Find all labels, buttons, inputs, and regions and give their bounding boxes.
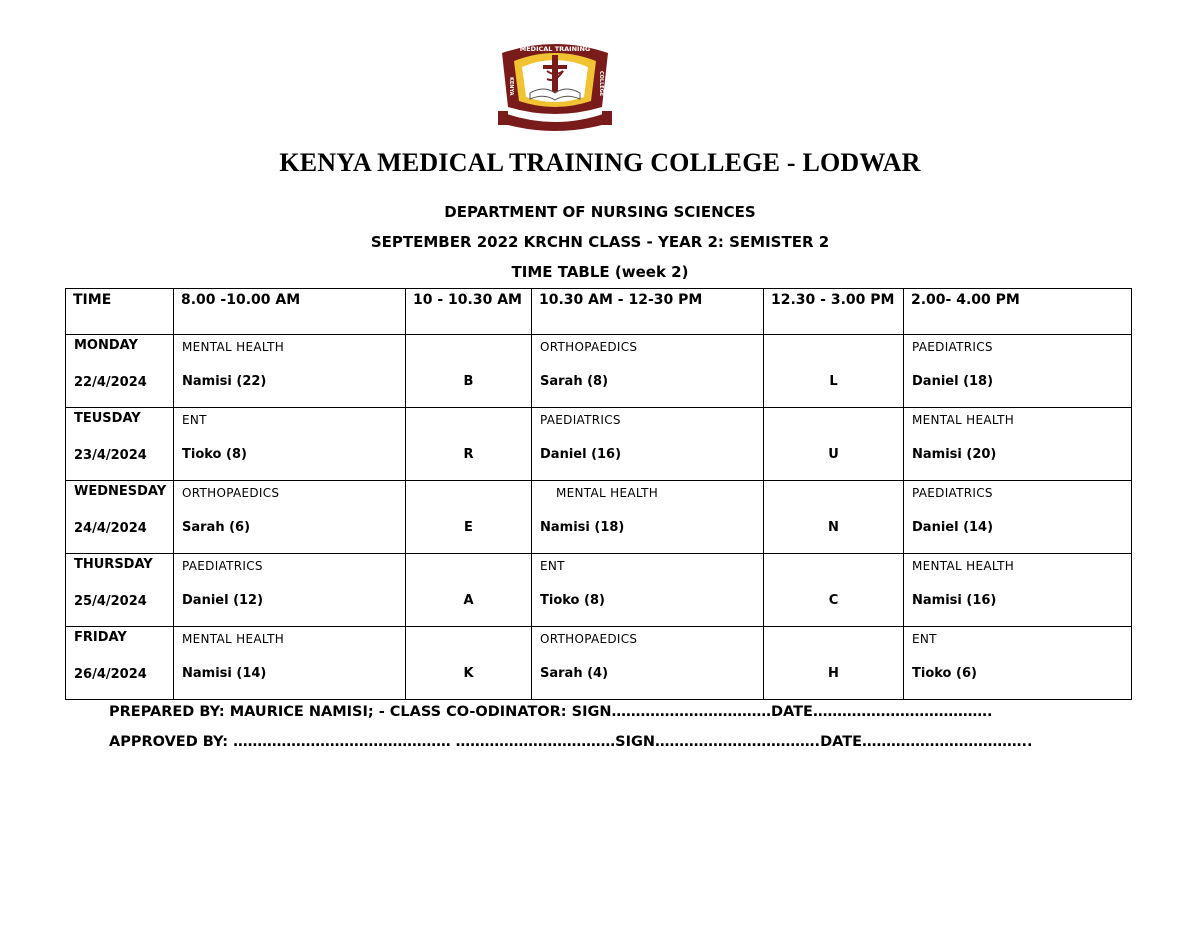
- break-letter: B: [463, 374, 474, 389]
- session-cell: [174, 335, 406, 408]
- lecturer: Sarah (4): [540, 666, 609, 681]
- subject: ORTHOPAEDICS: [540, 340, 638, 354]
- column-header: 2.00- 4.00 PM: [904, 289, 1132, 335]
- break-letter: A: [463, 593, 474, 608]
- break-letter: N: [828, 520, 839, 535]
- timetable: [65, 288, 1132, 700]
- session-cell: [174, 554, 406, 627]
- table-row: [66, 481, 1132, 554]
- lecturer: Daniel (16): [540, 447, 622, 462]
- college-crest-logo: [494, 41, 616, 131]
- lecturer: Daniel (14): [912, 520, 994, 535]
- svg-text:KENYA: KENYA: [508, 77, 514, 96]
- session-cell: [532, 481, 764, 554]
- table-row: [66, 554, 1132, 627]
- session-cell: [532, 627, 764, 700]
- lecturer: Namisi (14): [182, 666, 267, 681]
- subject: ENT: [912, 632, 937, 646]
- subject: MENTAL HEALTH: [912, 413, 1015, 427]
- lecturer: Namisi (20): [912, 447, 997, 462]
- day-date: 25/4/2024: [74, 594, 147, 609]
- svg-text:MEDICAL TRAINING: MEDICAL TRAINING: [519, 45, 591, 53]
- subject: PAEDIATRICS: [912, 340, 993, 354]
- break-cell: [764, 335, 904, 408]
- subject: MENTAL HEALTH: [556, 486, 659, 500]
- session-cell: [532, 408, 764, 481]
- session-cell: [532, 554, 764, 627]
- session-cell: [904, 481, 1132, 554]
- table-row: [66, 335, 1132, 408]
- day-name: FRIDAY: [74, 630, 127, 645]
- subject: PAEDIATRICS: [182, 559, 263, 573]
- subject: ENT: [540, 559, 565, 573]
- break-cell: [764, 408, 904, 481]
- lecturer: Tioko (8): [182, 447, 247, 462]
- break-letter: H: [828, 666, 839, 681]
- break-letter: U: [828, 447, 839, 462]
- lecturer: Namisi (22): [182, 374, 267, 389]
- table-header-row: [66, 289, 1132, 335]
- lecturer: Daniel (12): [182, 593, 264, 608]
- subject: MENTAL HEALTH: [912, 559, 1015, 573]
- day-name: TEUSDAY: [74, 411, 141, 426]
- day-date: 22/4/2024: [74, 375, 147, 390]
- college-title: KENYA MEDICAL TRAINING COLLEGE - LODWAR: [279, 148, 921, 177]
- lecturer: Sarah (8): [540, 374, 609, 389]
- session-cell: [904, 627, 1132, 700]
- break-letter: R: [463, 447, 474, 462]
- session-cell: [904, 408, 1132, 481]
- break-cell: [764, 554, 904, 627]
- column-header: 12.30 - 3.00 PM: [764, 289, 904, 335]
- subject: ORTHOPAEDICS: [182, 486, 280, 500]
- break-cell: [406, 481, 532, 554]
- table-row: [66, 408, 1132, 481]
- break-cell: [764, 481, 904, 554]
- class-title: SEPTEMBER 2022 KRCHN CLASS - YEAR 2: SEMISTER 2: [370, 233, 830, 251]
- svg-text:COLLEGE: COLLEGE: [598, 71, 604, 97]
- day-name: WEDNESDAY: [74, 484, 167, 499]
- day-cell: [66, 335, 174, 408]
- column-header: 8.00 -10.00 AM: [174, 289, 406, 335]
- day-name: THURSDAY: [74, 557, 153, 572]
- table-row: [66, 627, 1132, 700]
- break-cell: [406, 627, 532, 700]
- lecturer: Sarah (6): [182, 520, 251, 535]
- lecturer: Namisi (18): [540, 520, 625, 535]
- day-cell: [66, 554, 174, 627]
- session-cell: [532, 335, 764, 408]
- break-letter: K: [463, 666, 474, 681]
- column-header: 10.30 AM - 12-30 PM: [532, 289, 764, 335]
- day-name: MONDAY: [74, 338, 138, 353]
- break-letter: E: [464, 520, 473, 535]
- subject: MENTAL HEALTH: [182, 340, 285, 354]
- break-letter: C: [828, 593, 839, 608]
- day-date: 24/4/2024: [74, 521, 147, 536]
- session-cell: [174, 408, 406, 481]
- column-header: TIME: [66, 289, 174, 335]
- prepared-by-line: PREPARED BY: MAURICE NAMISI; - CLASS CO-ODINATOR: SIGN……………………………DATE……………………………….: [109, 704, 993, 720]
- subject: ENT: [182, 413, 207, 427]
- day-date: 26/4/2024: [74, 667, 147, 682]
- lecturer: Daniel (18): [912, 374, 994, 389]
- break-cell: [406, 408, 532, 481]
- break-letter: L: [829, 374, 838, 389]
- subject: MENTAL HEALTH: [182, 632, 285, 646]
- day-cell: [66, 481, 174, 554]
- break-cell: [406, 335, 532, 408]
- session-cell: [174, 481, 406, 554]
- lecturer: Tioko (6): [912, 666, 977, 681]
- subject: PAEDIATRICS: [540, 413, 621, 427]
- session-cell: [904, 335, 1132, 408]
- day-cell: [66, 408, 174, 481]
- subject: PAEDIATRICS: [912, 486, 993, 500]
- lecturer: Namisi (16): [912, 593, 997, 608]
- day-date: 23/4/2024: [74, 448, 147, 463]
- timetable-title: TIME TABLE (week 2): [511, 263, 689, 281]
- department-title: DEPARTMENT OF NURSING SCIENCES: [444, 203, 756, 221]
- break-cell: [406, 554, 532, 627]
- session-cell: [904, 554, 1132, 627]
- subject: ORTHOPAEDICS: [540, 632, 638, 646]
- lecturer: Tioko (8): [540, 593, 605, 608]
- session-cell: [174, 627, 406, 700]
- column-header: 10 - 10.30 AM: [406, 289, 532, 335]
- break-cell: [764, 627, 904, 700]
- day-cell: [66, 627, 174, 700]
- approved-by-line: APPROVED BY: ……………………………………… ……………………………SIGN…………………………….DATE……………………………..: [109, 734, 1033, 750]
